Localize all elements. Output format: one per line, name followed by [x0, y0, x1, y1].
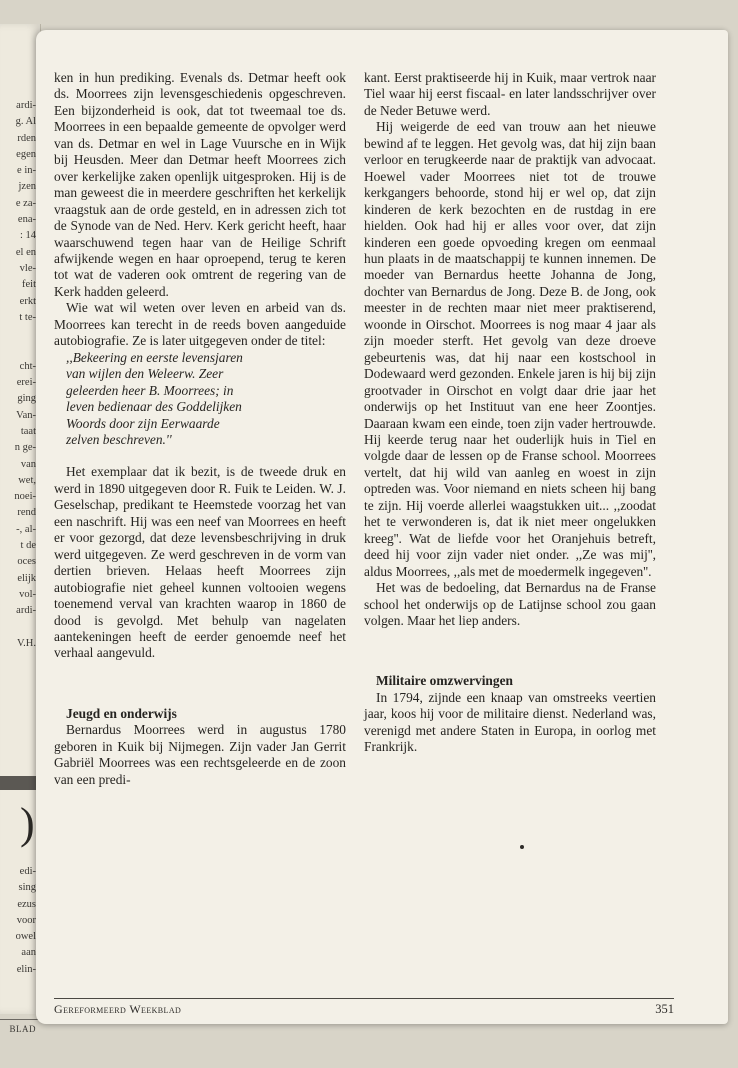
- paragraph: Hij weigerde de eed van trouw aan het nieuwe bewind af te leggen. Het gevolg was, dat hij zijn baan verloor en terugkeerde naar de praktijk van advocaat. Hoewel vader Moorrees niet tot de trouwe kerkgangers behoorde, stond hij er wel op, dat zijn kinderen de kerk bezochten en de rustdag in ere hielden. Ook had hij er alles voor over, dat zijn kinderen een goede opvoeding kregen om eenmaal hun plaats in de maatschappij te kunnen innemen. De moeder van Bernardus heette Johanna de Jong, dochter van Bernardus de Jong. Deze B. de Jong, ook meester in de rechten maar niet meer praktiserend, woonde in Oirschot. Moorrees is nog maar 4 jaar als zijn moeder sterft. Het gevolg van deze droeve gebeurtenis was, dat hij naar een kostschool in Dodewaard werd gezonden. Enkele jaren is hij bij zijn grootvader in Oirschot en volgt daar drie jaar het onderwijs op het Instituut van ene heer Zoontjes. Daaraan kwam een einde, toen zijn vader hertrouwde. Hij keerde terug naar het ouderlijk huis in Tiel en volgde daar de lessen op de Franse school. Moorrees vertelt, dat hij wild van aanleg en woest in zijn optreden was. Voor niemand en niets scheen hij bang te zijn. Hij voerde allerlei waagstukken uit... ,,zoodat het te verwonderen is, dat ik niet meer ongelukken kreeg''. Wat de liefde voor het Oranjehuis betreft, deed hij voor zijn vader niet onder. ,,Ze was mij'', aldus Moorrees, ,,als met de moedermelk ingegeven''.: [364, 119, 656, 579]
- fragment: Van-: [16, 409, 36, 421]
- fragment: van: [20, 458, 36, 470]
- section-heading: Militaire omzwervingen: [376, 673, 513, 689]
- previous-page-text: [14, 98, 36, 652]
- previous-page-text-bottom: [16, 864, 36, 978]
- fragment: rden: [17, 132, 36, 144]
- fragment: t te-: [19, 311, 36, 323]
- page-number: 351: [655, 1002, 674, 1016]
- paragraph: kant. Eerst praktiseerde hij in Kuik, maar vertrok naar Tiel waar hij eerst fiscaal- en later landsschrijver over de Neder Betuwe werd.: [364, 70, 656, 118]
- fragment: egen: [16, 148, 36, 160]
- section-bar: [0, 776, 40, 790]
- fragment: : 14: [19, 230, 36, 242]
- footer-rule: [54, 998, 674, 999]
- fragment: owel: [15, 931, 36, 943]
- fragment: ardi-: [16, 100, 36, 111]
- fragment: feit: [22, 279, 36, 291]
- fragment: vle-: [19, 262, 36, 274]
- fragment: g. Al: [15, 116, 36, 128]
- fragment: voor: [16, 914, 36, 926]
- fragment: ging: [17, 393, 36, 405]
- fragment: t de: [20, 540, 36, 552]
- section-heading: Jeugd en onderwijs: [66, 705, 177, 721]
- fragment: el en: [15, 246, 36, 258]
- previous-footer-text: BLAD: [9, 1024, 36, 1034]
- book-title-quote: [66, 350, 346, 449]
- quote-line: geleerden heer B. Moorrees; in: [66, 382, 234, 398]
- fragment: n ge-: [14, 442, 36, 454]
- paragraph: ken in hun prediking. Evenals ds. Detmar heeft ook ds. Moorrees zijn levensgeschiedenis opgeschreven. Een bijzonderheid is ook, dat tot tweemaal toe ds. Moorrees in een bepaalde gemeente de opvolger werd van ds. Detmar en wel in Lage Vuursche en in Wijk bij Heusden. Meer dan Detmar heeft Moorrees zich over kerkelijke zaken openlijk uitgesproken. Hij is de man geweest die in meerdere geschriften het kerkelijk vraagstuk aan de orde gesteld, en in adressen zich tot de Synode van de Ned. Herv. Kerk gericht heeft, haar waarschuwend tegen haar van de Heilige Schrift afwijkende wegen en haar oproepend, terug te keren tot wat de vaderen ook omtrent de regering van de Kerk hadden geleerd.: [54, 70, 346, 299]
- paragraph: In 1794, zijnde een knaap van omstreeks veertien jaar, koos hij voor de militaire dienst. Nederland was, verenigd met andere Staten in Europa, in oorlog met Frankrijk.: [364, 689, 656, 755]
- fragment: cht-: [19, 360, 36, 372]
- fragment: oces: [17, 556, 36, 568]
- quote-line: van wijlen den Weleerw. Zeer: [66, 366, 224, 382]
- left-column: [54, 70, 346, 788]
- fragment: ezus: [17, 898, 36, 910]
- fragment: rend: [17, 507, 36, 519]
- signature: V.H.: [16, 637, 36, 649]
- ink-speck: [520, 845, 524, 849]
- fragment: vol-: [19, 588, 36, 600]
- fragment: ena-: [17, 214, 36, 226]
- fragment: elijk: [17, 572, 36, 584]
- decorative-bracket: ): [20, 799, 35, 848]
- paragraph: Het was de bedoeling, dat Bernardus na de Franse school het onderwijs op de Latijnse school zou gaan volgen. Maar het liep anders.: [364, 580, 656, 628]
- magazine-page: [36, 30, 728, 1024]
- fragment: aan: [21, 947, 36, 959]
- fragment: noei-: [14, 491, 36, 503]
- previous-footer-rule: [0, 1019, 40, 1020]
- fragment: wet,: [18, 474, 36, 486]
- previous-page-edge: [0, 24, 41, 1034]
- fragment: ardi-: [16, 605, 36, 617]
- fragment: edi-: [19, 866, 36, 877]
- publication-name: Gereformeerd Weekblad: [54, 1002, 182, 1016]
- fragment: e in-: [17, 165, 36, 177]
- quote-line: ,,Bekeering en eerste levensjaren: [66, 349, 243, 365]
- paragraph: Wie wat wil weten over leven en arbeid van ds. Moorrees kan terecht in de reeds boven aangeduide autobiografie. Ze is later uitgegeven onder de titel:: [54, 300, 346, 349]
- fragment: jzen: [18, 181, 36, 193]
- quote-line: leven bedienaar des Goddelijken: [66, 399, 242, 415]
- fragment: erei-: [16, 377, 36, 389]
- fragment: sing: [18, 882, 36, 894]
- quote-line: Woords door zijn Eerwaarde: [66, 415, 220, 431]
- fragment: -, al-: [16, 523, 36, 535]
- fragment: erkt: [19, 295, 36, 307]
- quote-line: zelven beschreven.'': [66, 431, 172, 447]
- right-column: [364, 70, 656, 756]
- fragment: taat: [20, 425, 36, 437]
- fragment: elin-: [16, 963, 36, 975]
- paragraph: Bernardus Moorrees werd in augustus 1780 geboren in Kuik bij Nijmegen. Zijn vader Jan Gerrit Gabriël Moorrees was een rechtsgeleerde en de zoon van een predi-: [54, 722, 346, 787]
- paragraph: Het exemplaar dat ik bezit, is de tweede druk en werd in 1890 uitgegeven door R. Fuik te Leiden. W. J. Geselschap, predikant te Heemstede voorzag het van een naschrift. Hij was een neef van Moorrees en heeft er voor gezorgd, dat deze levensbeschrijving in druk werd uitgegeven. Ze werd geschreven in de vorm van dertien brieven. Helaas heeft Moorrees zijn autobiografie niet geheel kunnen voltooien wegens toenemend verval van krachten waarop in 1860 de dood is gevolgd. Met behulp van nagelaten aantekeningen heeft de eerder genoemde neef het verhaal aangevuld.: [54, 464, 346, 661]
- fragment: e za-: [15, 197, 36, 209]
